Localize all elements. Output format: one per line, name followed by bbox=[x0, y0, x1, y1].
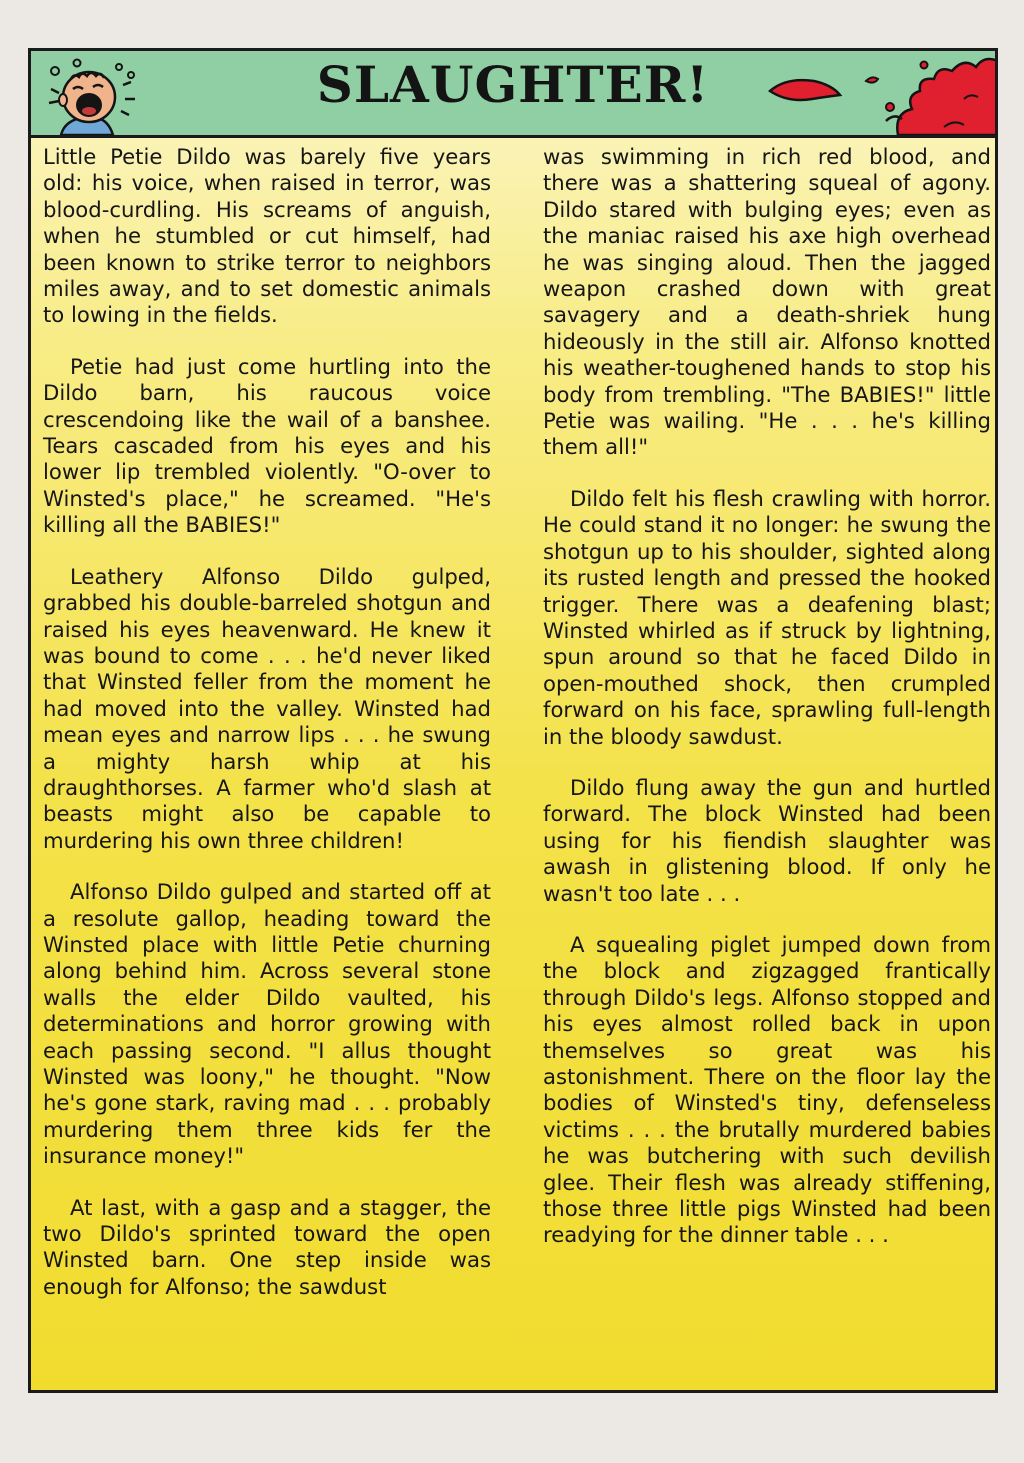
story-paragraph: Alfonso Dildo gulped and started off at a resolute gallop, heading toward the Winsted place with little Petie churning along behind him. Across several stone walls the elder Dildo vaulted, his determinations and horror growing with each passing second. "I allus thought Winsted was loony," he thought. "Now he's gone stark, raving mad . . . probably murdering them three kids fer the insurance money!" bbox=[43, 879, 491, 1169]
story-paragraph: Dildo flung away the gun and hurtled forward. The block Winsted had been using for his fiendish slaughter was awash in glistening blood. If only he wasn't too late . . . bbox=[543, 774, 991, 906]
story-paragraph: Petie had just come hurtling into the Dildo barn, his raucous voice crescendoing like the wail of a banshee. Tears cascaded from his eyes and his lower lip trembled violently. "O-over to Winsted's place," he screamed. "He's killing all the BABIES!" bbox=[43, 353, 491, 538]
page-title: SLAUGHTER! bbox=[316, 55, 710, 114]
story-column-right bbox=[543, 144, 991, 1274]
story-page bbox=[28, 48, 998, 1393]
story-column-left bbox=[43, 144, 491, 1325]
blood-splatter-icon bbox=[768, 51, 995, 135]
story-paragraph: Dildo felt his flesh crawling with horror. He could stand it no longer: he swung the shotgun up to his shoulder, sighted along its rusted length and pressed the hooked trigger. There was a deafening blast; Winsted whirled as if struck by lightning, spun around so that he faced Dildo in open-mouthed shock, then crumpled forward on his face, sprawling full-length in the bloody sawdust. bbox=[543, 485, 991, 749]
story-paragraph: At last, with a gasp and a stagger, the two Dildo's sprinted toward the open Winsted barn. One step inside was enough for Alfonso; the sawdust bbox=[43, 1194, 491, 1299]
story-paragraph: A squealing piglet jumped down from the block and zigzagged frantically through Dildo's legs. Alfonso stopped and his eyes almost rolled back in upon themselves so great was his astonishment. There on the floor lay the bodies of Winsted's tiny, defenseless victims . . . the brutally murdered babies he was butchering with such devilish glee. Their flesh was already stiffening, those three little pigs Winsted had been readying for the dinner table . . . bbox=[543, 931, 991, 1248]
story-paragraph: Little Petie Dildo was barely five years old: his voice, when raised in terror, was blood-curdling. His screams of anguish, when he stumbled or cut himself, had been known to strike terror to neighbors miles away, and to set domestic animals to lowing in the fields. bbox=[43, 144, 491, 328]
story-paragraph: Leathery Alfonso Dildo gulped, grabbed his double-barreled shotgun and raised his eyes heavenward. He knew it was bound to come . . . he'd never liked that Winsted feller from the moment he had moved into the valley. Winsted had mean eyes and narrow lips . . . he swung a mighty harsh whip at his draughthorses. A farmer who'd slash at beasts might also be capable to murdering his own three children! bbox=[43, 563, 491, 853]
story-paragraph: was swimming in rich red blood, and there was a shattering squeal of agony. Dildo stared with bulging eyes; even as the maniac raised his axe high overhead he was singing aloud. Then the jagged weapon crashed down with great savagery and a death-shriek hung hideously in the still air. Alfonso knotted his weather-toughened hands to stop his body from trembling. "The BABIES!" little Petie was wailing. "He . . . he's killing them all!" bbox=[543, 144, 991, 460]
title-banner bbox=[31, 51, 995, 138]
